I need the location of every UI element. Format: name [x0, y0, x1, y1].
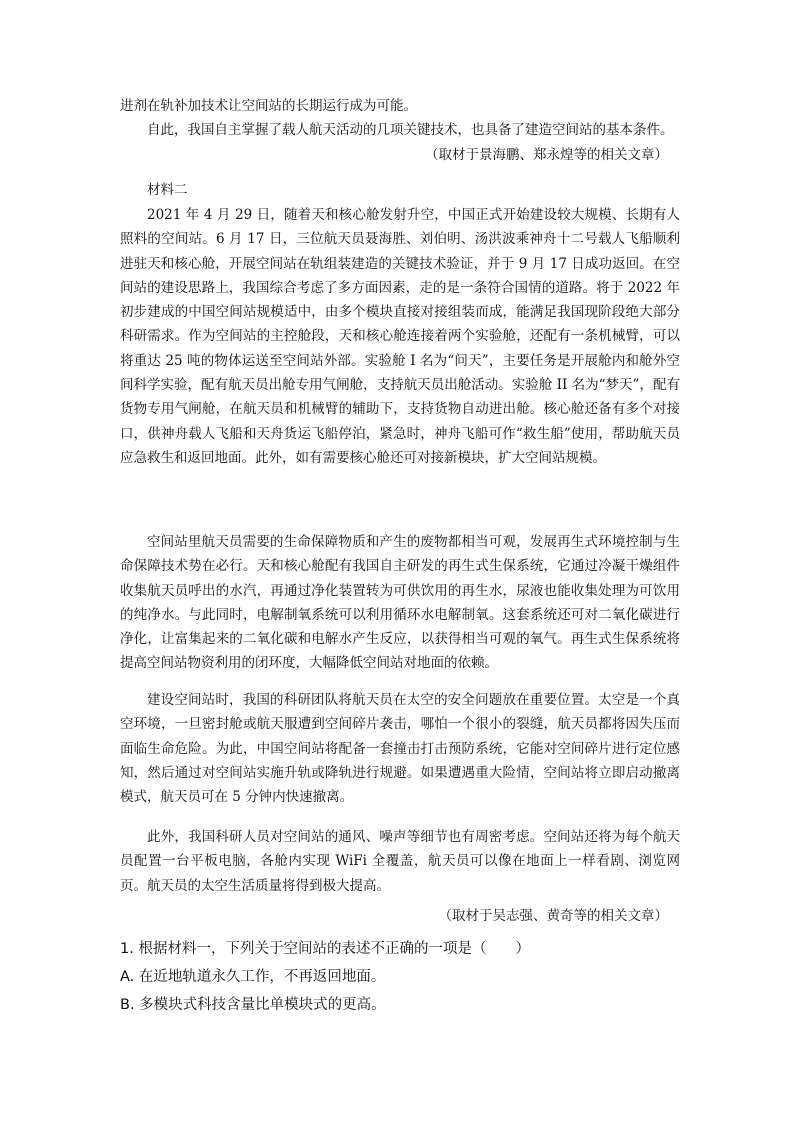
material-two	[120, 178, 680, 202]
source-citation: （取材于景海鹏、郑永煌等的相关文章）	[425, 146, 668, 163]
body-paragraph: 此外，我国科研人员对空间站的通风、噪声等细节也有周密考虑。空间站还将为每个航天员配置一台平板电脑，各舱内实现 WiFi 全覆盖，航天员可以像在地面上一样看剧、浏览网页。航天员的太空生活质量将得到极大提高。	[120, 829, 680, 894]
source-citation: （取材于吴志强、黄奇等的相关文章）	[438, 907, 668, 924]
body-line: 进剂在轨补加技术让空间站的长期运行成为可能。	[120, 98, 417, 114]
material-two-body-3	[120, 688, 680, 809]
material-one-tail	[120, 94, 680, 167]
body-paragraph: 2021 年 4 月 29 日，随着天和核心舱发射升空，中国正式开始建设较大规模、长期有人照料的空间站。6 月 17 日，三位航天员聂海胜、刘伯明、汤洪波乘神舟十二号载人飞船顺利进驻天和核心舱，开展空间站在轨组装建造的关键技术验证，并于 9 月 17 日成功返回。在空间站的建设思路上，我国综合考虑了多方面因素，走的是一条符合国情的道路。将于 2022 年初步建成的中国空间站规模适中，由多个模块直接对接组装而成，能满足我国现阶段绝大部分科研需求。作为空间站的主控舱段，天和核心舱连接着两个实验舱，还配有一条机械臂，可以将重达 25 吨的物体运送至空间站外部。实验舱 I 名为“问天”，主要任务是开展舱内和舱外空间科学实验，配有航天员出舱专用气闸舱，支持航天员出舱活动。实验舱 II 名为“梦天”，配有货物专用气闸舱，在航天员和机械臂的辅助下，支持货物自动进出舱。核心舱还备有多个对接口，供神舟载人飞船和天舟货运飞船停泊，紧急时，神舟飞船可作“救生船”使用，帮助航天员应急救生和返回地面。此外，如有需要核心舱还可对接新模块，扩大空间站规模。	[120, 207, 680, 466]
section-heading: 材料二	[147, 182, 188, 198]
option-a: A. 在近地轨道永久工作，不再返回地面。	[120, 969, 386, 985]
body-paragraph: 建设空间站时，我国的科研团队将航天员在太空的安全问题放在重要位置。太空是一个真空环境，一旦密封舱或航天服遭到空间碎片袭击，哪怕一个很小的裂缝，航天员都将因失压而面临生命危险。为此，中国空间站将配备一套撞击打击预防系统，它能对空间碎片进行定位感知，然后通过对空间站实施升轨或降轨进行规避。如果遭遇重大险情，空间站将立即启动撤离模式，航天员可在 5 分钟内快速撤离。	[120, 692, 680, 806]
material-two-body	[120, 203, 680, 470]
option-b: B. 多模块式科技含量比单模块式的更高。	[120, 997, 386, 1013]
material-two-body-4	[120, 825, 680, 928]
material-two-body-2	[120, 530, 680, 676]
question-stem: 1. 根据材料一，下列关于空间站的表述不正确的一项是（ ）	[120, 941, 530, 957]
body-paragraph: 空间站里航天员需要的生命保障物质和产生的废物都相当可观，发展再生式环境控制与生命保障技术势在必行。天和核心舱配有我国自主研发的再生式生保系统，它通过冷凝干燥组件收集航天员呼出的水汽，再通过净化装置转为可供饮用的再生水，尿液也能收集处理为可饮用的纯净水。与此同时，电解制氧系统可以利用循环水电解制氧。这套系统还可对二氧化碳进行净化，让富集起来的二氧化碳和电解水产生反应，以获得相当可观的氧气。再生式生保系统将提高空间站物资利用的闭环度，大幅降低空间站对地面的依赖。	[120, 534, 680, 672]
body-paragraph: 自此，我国自主掌握了载人航天活动的几项关键技术，也具备了建造空间站的基本条件。	[147, 122, 674, 139]
